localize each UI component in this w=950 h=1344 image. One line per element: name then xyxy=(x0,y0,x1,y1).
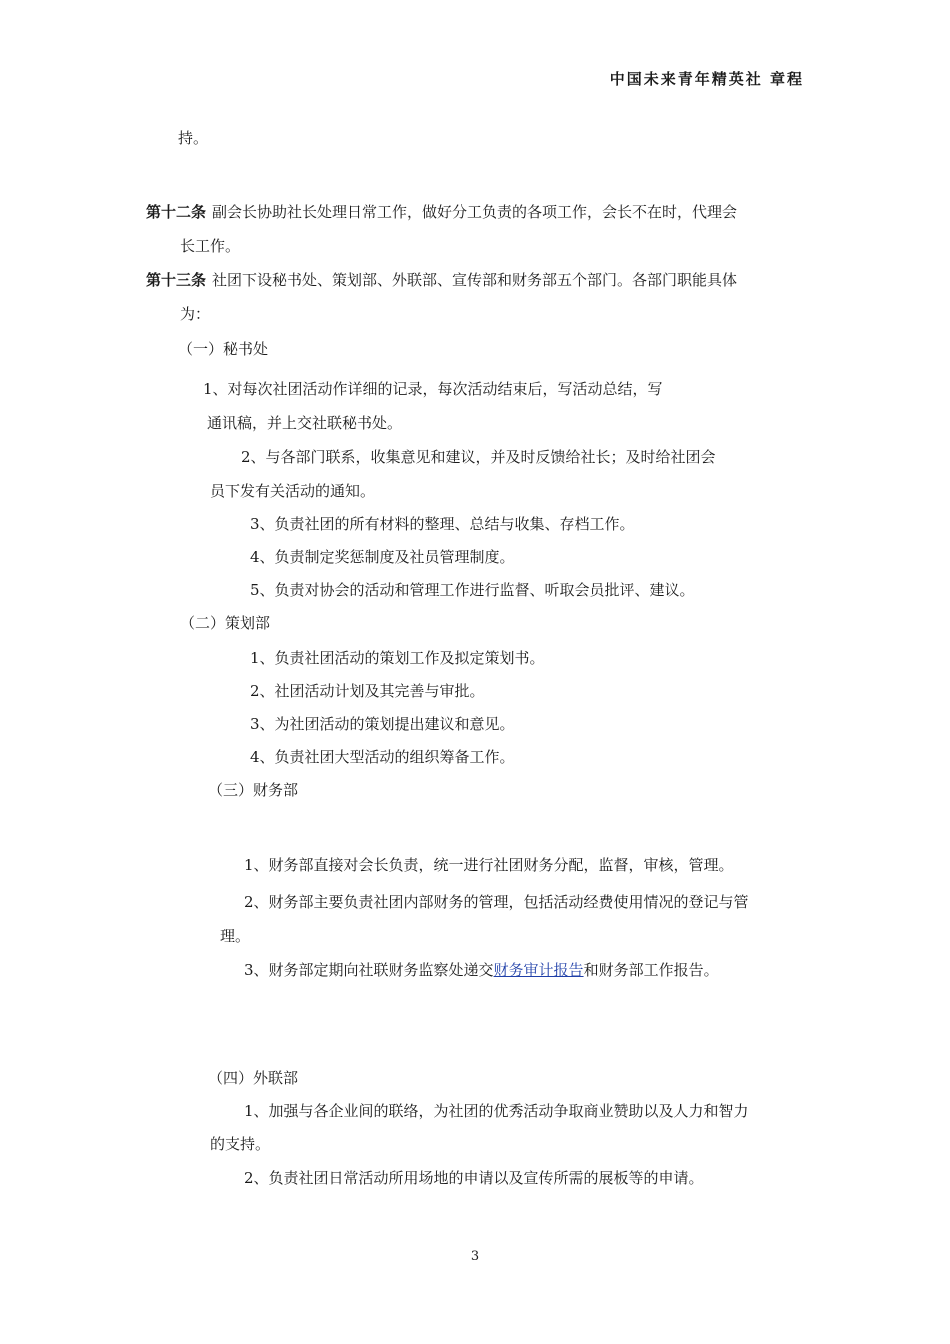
section-heading-external-relations: （四）外联部 xyxy=(208,1069,299,1087)
list-item: 4、负责社团大型活动的组织筹备工作。 xyxy=(250,748,515,766)
list-item-continuation: 的支持。 xyxy=(210,1135,271,1153)
article-13-line xyxy=(146,270,737,290)
list-item: 4、负责制定奖惩制度及社员管理制度。 xyxy=(250,548,515,566)
list-item-text: 和财务部工作报告。 xyxy=(583,961,719,979)
list-item: 2、负责社团日常活动所用场地的申请以及宣传所需的展板等的申请。 xyxy=(244,1169,704,1187)
list-item-continuation: 通讯稿，并上交社联秘书处。 xyxy=(207,414,403,432)
list-item: 3、为社团活动的策划提出建议和意见。 xyxy=(250,715,515,733)
page-number: 3 xyxy=(470,1249,480,1264)
article-number: 第十三条 xyxy=(146,271,207,289)
paragraph-line: 为： xyxy=(180,305,211,323)
article-text: 社团下设秘书处、策划部、外联部、宣传部和财务部五个部门。各部门职能具体 xyxy=(212,271,738,289)
list-item: 2、财务部主要负责社团内部财务的管理，包括活动经费使用情况的登记与管 xyxy=(244,893,749,911)
list-item: 1、财务部直接对会长负责，统一进行社团财务分配，监督，审核，管理。 xyxy=(244,856,734,874)
section-heading-secretariat: （一）秘书处 xyxy=(178,340,269,358)
article-number: 第十二条 xyxy=(146,203,207,221)
article-text: 副会长协助社长处理日常工作，做好分工负责的各项工作，会长不在时，代理会 xyxy=(212,203,738,221)
page-header: 中国未来青年精英社 章程 xyxy=(609,70,804,88)
section-heading-planning: （二）策划部 xyxy=(180,614,271,632)
section-heading-finance: （三）财务部 xyxy=(208,781,299,799)
list-item: 1、负责社团活动的策划工作及拟定策划书。 xyxy=(250,649,545,667)
article-12-line xyxy=(146,202,737,222)
list-item: 1、加强与各企业间的联络，为社团的优秀活动争取商业赞助以及人力和智力 xyxy=(244,1102,749,1120)
paragraph-line: 长工作。 xyxy=(180,237,241,255)
list-item-text: 3、财务部定期向社联财务监察处递交 xyxy=(244,961,494,979)
paragraph-line: 持。 xyxy=(178,129,209,147)
list-item: 2、与各部门联系，收集意见和建议，并及时反馈给社长；及时给社团会 xyxy=(241,448,716,466)
list-item-continuation: 理。 xyxy=(220,927,251,945)
audit-report-link[interactable]: 财务审计报告 xyxy=(493,961,584,979)
list-item: 3、负责社团的所有材料的整理、总结与收集、存档工作。 xyxy=(250,515,635,533)
list-item: 2、社团活动计划及其完善与审批。 xyxy=(250,682,485,700)
list-item: 1、对每次社团活动作详细的记录，每次活动结束后，写活动总结，写 xyxy=(203,380,663,398)
list-item xyxy=(244,960,719,980)
list-item: 5、负责对协会的活动和管理工作进行监督、听取会员批评、建议。 xyxy=(250,581,695,599)
list-item-continuation: 员下发有关活动的通知。 xyxy=(210,482,376,500)
